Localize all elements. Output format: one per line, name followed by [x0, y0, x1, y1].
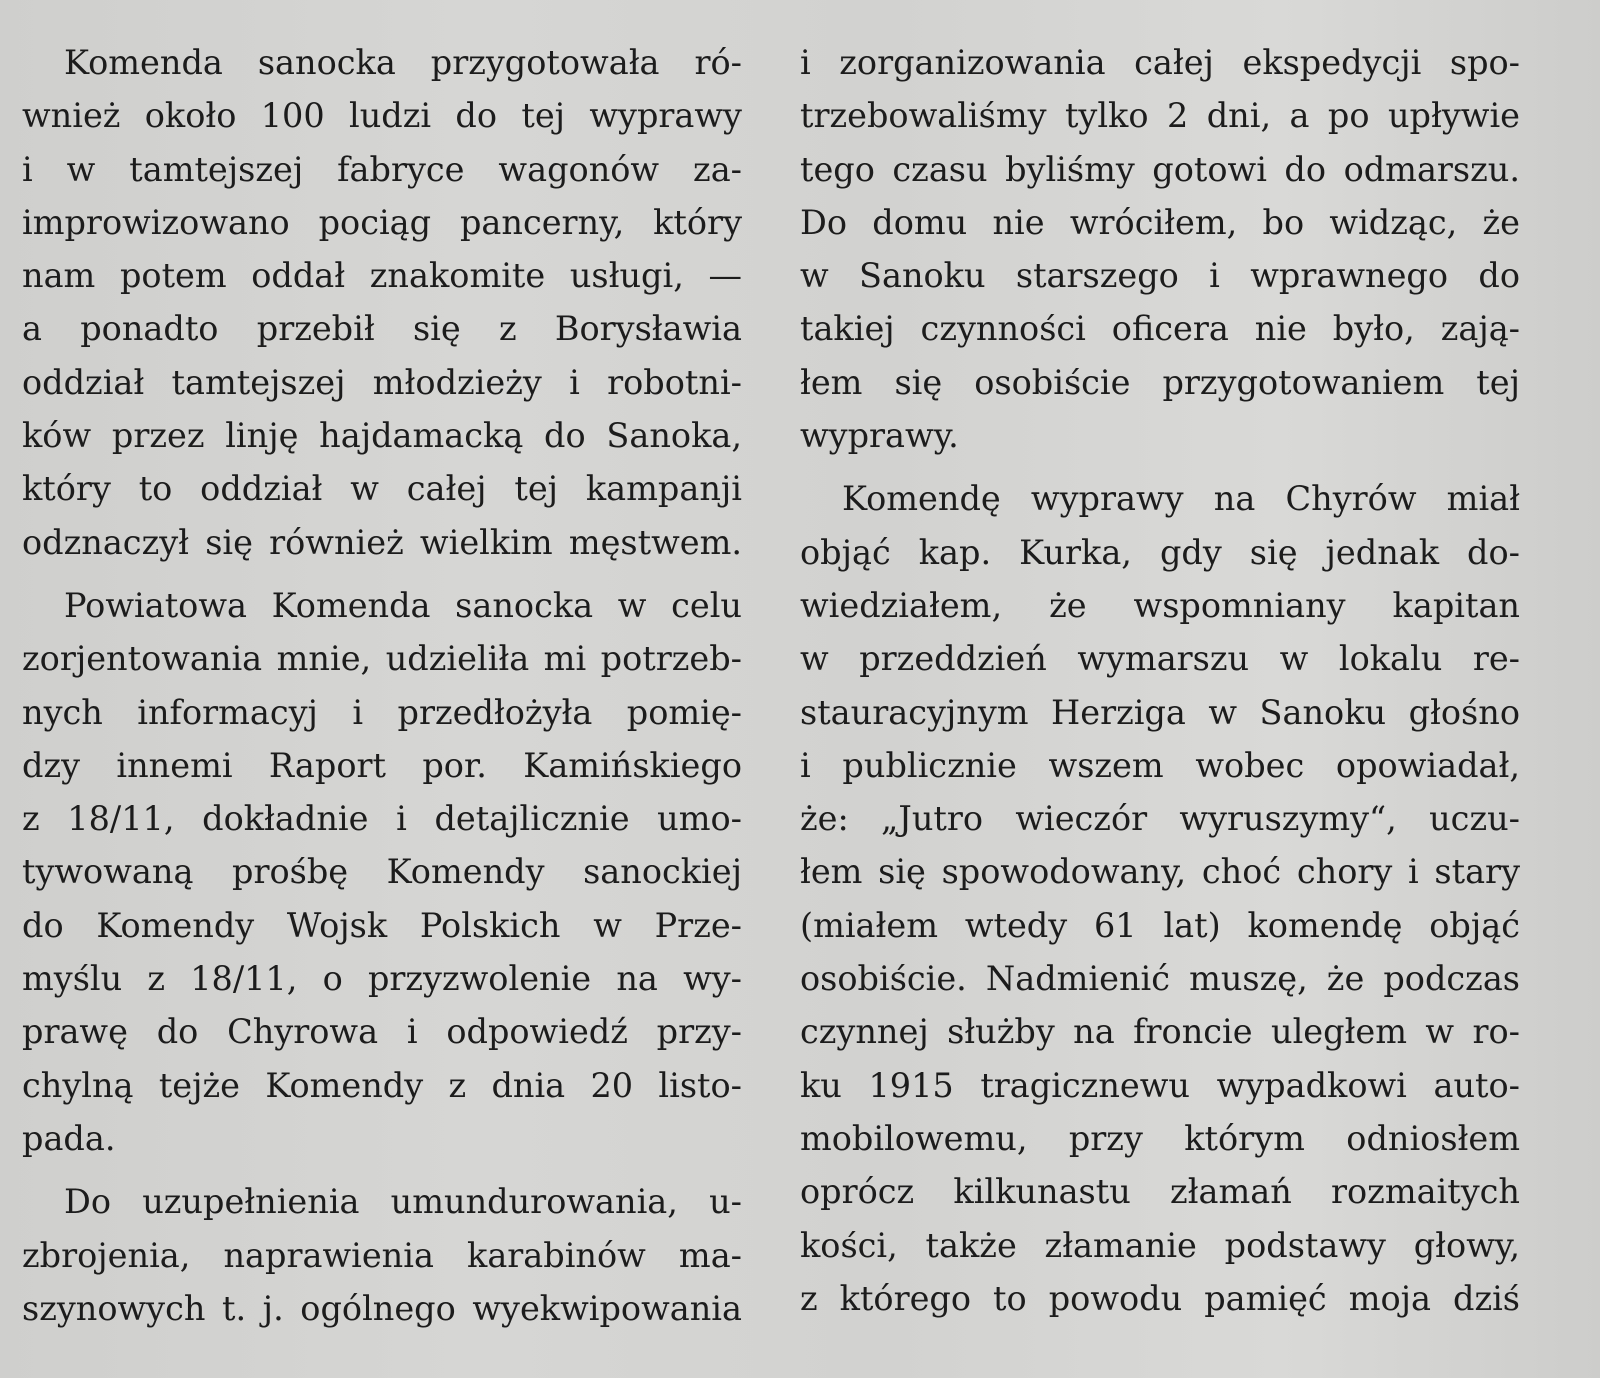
text-line: łem się spowodowany, choć chory i stary [800, 852, 1520, 892]
text-line: trzebowaliśmy tylko 2 dni, a po upływie [800, 96, 1520, 136]
text-line: w przeddzień wymarszu w lokalu re- [800, 639, 1520, 679]
text-line: stauracyjnym Herziga w Sanoku głośno [800, 692, 1520, 732]
left-column [22, 36, 742, 1335]
text-line: z 18/11, dokładnie i detajlicznie umo- [22, 799, 742, 839]
text-line: który to oddział w całej tej kampanji [22, 469, 742, 509]
text-line: takiej czynności oficera nie było, zają- [800, 309, 1520, 349]
text-line: chylną tejże Komendy z dnia 20 listo- [22, 1065, 742, 1105]
right-column [800, 36, 1520, 1325]
text-line: Komendę wyprawy na Chyrów miał [842, 479, 1520, 519]
text-line: łem się osobiście przygotowaniem tej [800, 362, 1520, 402]
text-line: wiedziałem, że wspomniany kapitan [800, 585, 1520, 625]
text-line: Powiatowa Komenda sanocka w celu [64, 585, 742, 625]
paragraph-gap [22, 569, 742, 579]
text-line: Komenda sanocka przygotowała ró- [64, 43, 742, 82]
text-line: nam potem oddał znakomite usługi, — [22, 256, 742, 296]
text-line: w Sanoku starszego i wprawnego do [800, 256, 1520, 296]
text-line: tywowaną prośbę Komendy sanockiej [22, 852, 742, 892]
paragraph [22, 579, 742, 1165]
paragraph [800, 472, 1520, 1325]
text-line: i zorganizowania całej ekspedycji spo- [800, 43, 1520, 82]
text-line: wyprawy. [800, 416, 959, 456]
text-line: kości, także złamanie podstawy głowy, [800, 1225, 1520, 1265]
text-line: myślu z 18/11, o przyzwolenie na wy- [22, 959, 742, 999]
text-line: szynowych t. j. ogólnego wyekwipowania [22, 1288, 742, 1328]
paragraph [22, 1175, 742, 1335]
text-line: odznaczył się również wielkim męstwem. [22, 522, 742, 562]
text-line: i w tamtejszej fabryce wagonów za- [22, 149, 742, 189]
text-line: i publicznie wszem wobec opowiadał, [800, 745, 1520, 785]
text-line: ku 1915 tragicznewu wypadkowi auto- [800, 1065, 1520, 1105]
paragraph-gap [22, 1165, 742, 1175]
text-line: wnież około 100 ludzi do tej wyprawy [22, 96, 742, 136]
text-line: zbrojenia, naprawienia karabinów ma- [22, 1235, 742, 1275]
text-line: zorjentowania mnie, udzieliła mi potrzeb- [22, 639, 742, 679]
text-line: czynnej służby na froncie uległem w ro- [800, 1012, 1520, 1052]
text-line: improwizowano pociąg pancerny, który [22, 202, 742, 242]
text-line: oddział tamtejszej młodzieży i robotni- [22, 362, 742, 402]
text-line: pada. [22, 1118, 116, 1158]
paragraph [800, 36, 1520, 462]
text-line: (miałem wtedy 61 lat) komendę objąć [800, 905, 1520, 945]
text-line: tego czasu byliśmy gotowi do odmarszu. [800, 149, 1520, 189]
text-line: prawę do Chyrowa i odpowiedź przy- [22, 1012, 742, 1052]
text-line: Do domu nie wróciłem, bo widząc, że [800, 202, 1520, 242]
text-line: Do uzupełnienia umundurowania, u- [64, 1182, 742, 1222]
text-line: mobilowemu, przy którym odniosłem [800, 1118, 1520, 1158]
text-line: objąć kap. Kurka, gdy się jednak do- [800, 532, 1520, 572]
text-line: osobiście. Nadmienić muszę, że podczas [800, 959, 1520, 999]
text-line: do Komendy Wojsk Polskich w Prze- [22, 905, 742, 945]
text-line: ków przez linję hajdamacką do Sanoka, [22, 416, 742, 456]
text-line: dzy innemi Raport por. Kamińskiego [22, 745, 742, 785]
paragraph [22, 36, 742, 569]
text-line: oprócz kilkunastu złamań rozmaitych [800, 1172, 1520, 1212]
text-line: nych informacyj i przedłożyła pomię- [22, 692, 742, 732]
paragraph-gap [800, 462, 1520, 472]
text-line: z którego to powodu pamięć moja dziś [800, 1278, 1520, 1318]
text-line: że: „Jutro wieczór wyruszymy“, uczu- [800, 799, 1520, 839]
text-line: a ponadto przebił się z Borysławia [22, 309, 742, 349]
